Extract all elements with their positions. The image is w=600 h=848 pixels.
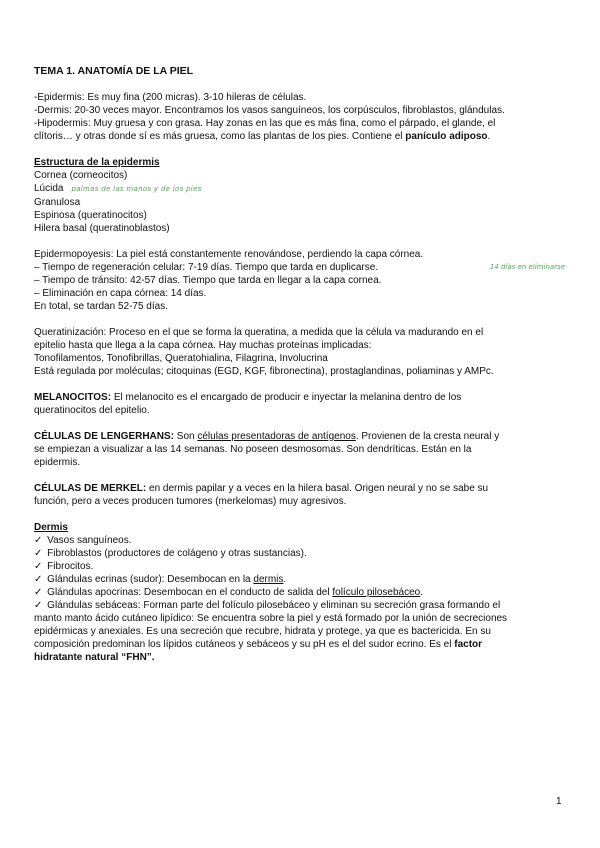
layer-item: Granulosa	[34, 197, 81, 208]
langerhans-line: epidermis.	[34, 457, 81, 468]
epidermo-line: Epidermopoyesis: La piel está constantemente renovándose, perdiendo la capa córnea.	[34, 249, 424, 260]
dermis-item-text: Fibrocitos.	[47, 561, 94, 572]
layer-item: Espinosa (queratinocitos)	[34, 210, 147, 221]
epidermo-line: En total, se tardan 52-75 días.	[34, 301, 168, 312]
melanocitos-text: El melanocito es el encargado de producir e inyectar la melanina dentro de los	[111, 392, 462, 403]
epidermopoyesis-section	[34, 248, 569, 313]
dermis-item-text: Vasos sanguíneos.	[47, 535, 132, 546]
merkel-label: CÉLULAS DE MERKEL:	[34, 483, 147, 494]
dermis-item	[34, 534, 569, 547]
page-title: TEMA 1. ANATOMÍA DE LA PIEL	[34, 65, 194, 77]
ecrinas-text: Glándulas ecrinas (sudor): Desembocan en la	[47, 574, 254, 585]
queratinizacion-section	[34, 326, 569, 378]
dermis-item	[34, 560, 569, 573]
layer-lucida: Lúcida	[34, 183, 64, 194]
document-body	[34, 65, 569, 664]
dermis-item	[34, 599, 569, 612]
langerhans-line: se empiezan a visualizar a las 14 semanas. No poseen desmosomas. Son dendríticas. Están en la	[34, 444, 472, 455]
merkel-text: en dermis papilar y a veces en la hilera basal. Origen neural y no se sabe su	[146, 483, 489, 494]
page-number: 1	[556, 796, 562, 807]
merkel-line: función, pero a veces producen tumores (merkelomas) muy agresivos.	[34, 496, 347, 507]
intro-section	[34, 91, 569, 143]
apocrinas-end: .	[420, 587, 423, 598]
checkmark-icon: ✓	[34, 561, 43, 572]
epidermo-line: – Eliminación en capa córnea: 14 días.	[34, 288, 207, 299]
langerhans-pre: Son	[174, 431, 198, 442]
sebaceas-bold: factor	[454, 639, 483, 650]
sebaceas-text: Glándulas sebáceas: Forman parte del folículo pilosebáceo y eliminan su secreción grasa formando el	[47, 600, 501, 611]
dermis-heading: Dermis	[34, 522, 68, 533]
layer-item: Cornea (corneocitos)	[34, 170, 128, 181]
melanocitos-line	[34, 391, 569, 404]
dermis-item	[34, 573, 569, 586]
langerhans-line	[34, 430, 569, 443]
sebaceas-line	[34, 638, 569, 651]
sebaceas-line: epidérmicas y anexiales. Es una secreción que recubre, hidrata y protege, ya que es bactericida. En su	[34, 626, 491, 637]
sebaceas-text: composición predominan los lípidos cutáneos y sebáceos y su pH es el del sudor ecrino. Es el	[34, 639, 455, 650]
dermis-item	[34, 547, 569, 560]
layer-item: Hilera basal (queratinoblastos)	[34, 223, 170, 234]
melanocitos-label: MELANOCITOS:	[34, 392, 112, 403]
estructura-section	[34, 156, 569, 235]
epidermo-line	[34, 261, 569, 274]
intro-bold: panículo adiposo	[405, 131, 488, 142]
epidermo-line: – Tiempo de tránsito: 42-57 días. Tiempo que tarda en llegar a la capa cornea.	[34, 275, 382, 286]
apocrinas-text: Glándulas apocrinas: Desembocan en el conducto de salida del	[47, 587, 333, 598]
checkmark-icon: ✓	[34, 548, 43, 559]
querat-line: epitelio hasta que llega a la capa córnea. Hay muchas proteínas implicadas:	[34, 340, 372, 351]
querat-line: Tonofilamentos, Tonofibrillas, Queratohialina, Filagrina, Involucrina	[34, 353, 328, 364]
dermis-section	[34, 521, 569, 664]
sebaceas-bold-line: hidratante natural “FHN”.	[34, 652, 155, 663]
handwritten-note-eliminacion: 14 días en eliminarse	[489, 263, 565, 271]
intro-line: -Hipodermis: Muy gruesa y con grasa. Hay zonas en las que es más fina, como el párpado, el glande, el	[34, 118, 496, 129]
intro-line	[34, 130, 569, 143]
merkel-section	[34, 482, 569, 508]
intro-line: -Dermis: 20-30 veces mayor. Encontramos los vasos sanguíneos, los corpúsculos, fibroblastos, glándulas.	[34, 105, 505, 116]
ecrinas-link: dermis	[253, 574, 284, 585]
querat-line: Está regulada por moléculas; citoquinas (EGD, KGF, fibronectina), prostaglandinas, poliaminas y AMPc.	[34, 366, 494, 377]
langerhans-post: . Provienen de la cresta neural y	[355, 431, 500, 442]
apocrinas-link: folículo pilosebáceo	[332, 587, 421, 598]
intro-text: clítoris… y otras donde sí es más gruesa, como las plantas de los pies. Contiene el	[34, 131, 406, 142]
querat-line: Queratinización: Proceso en el que se forma la queratina, a medida que la célula va madurando en el	[34, 327, 484, 338]
melanocitos-line: queratinocitos del epitelio.	[34, 405, 150, 416]
intro-end: .	[487, 131, 491, 142]
handwritten-note-lucida: palmas de las manos y de los pies	[71, 185, 202, 193]
intro-line: -Epidermis: Es muy fina (200 micras). 3-10 hileras de células.	[34, 92, 307, 103]
dermis-item	[34, 586, 569, 599]
checkmark-icon: ✓	[34, 535, 43, 546]
checkmark-icon: ✓	[34, 574, 43, 585]
checkmark-icon: ✓	[34, 587, 43, 598]
checkmark-icon: ✓	[34, 600, 43, 611]
sebaceas-line: manto manto ácido cutáneo lipídico: Se encuentra sobre la piel y está formado por la unión de secreciones	[34, 613, 508, 624]
dermis-item-text: Fibroblastos (productores de colágeno y otras sustancias).	[47, 548, 307, 559]
merkel-line	[34, 482, 569, 495]
epidermo-text: – Tiempo de regeneración celular: 7-19 días. Tiempo que tarda en duplicarse.	[34, 262, 379, 273]
ecrinas-end: .	[283, 574, 287, 585]
estructura-heading: Estructura de la epidermis	[34, 157, 160, 168]
layer-item	[34, 182, 569, 196]
melanocitos-section	[34, 391, 569, 417]
langerhans-section	[34, 430, 569, 469]
langerhans-underlined: células presentadoras de antígenos	[197, 431, 356, 442]
langerhans-label: CÉLULAS DE LENGERHANS:	[34, 431, 175, 442]
